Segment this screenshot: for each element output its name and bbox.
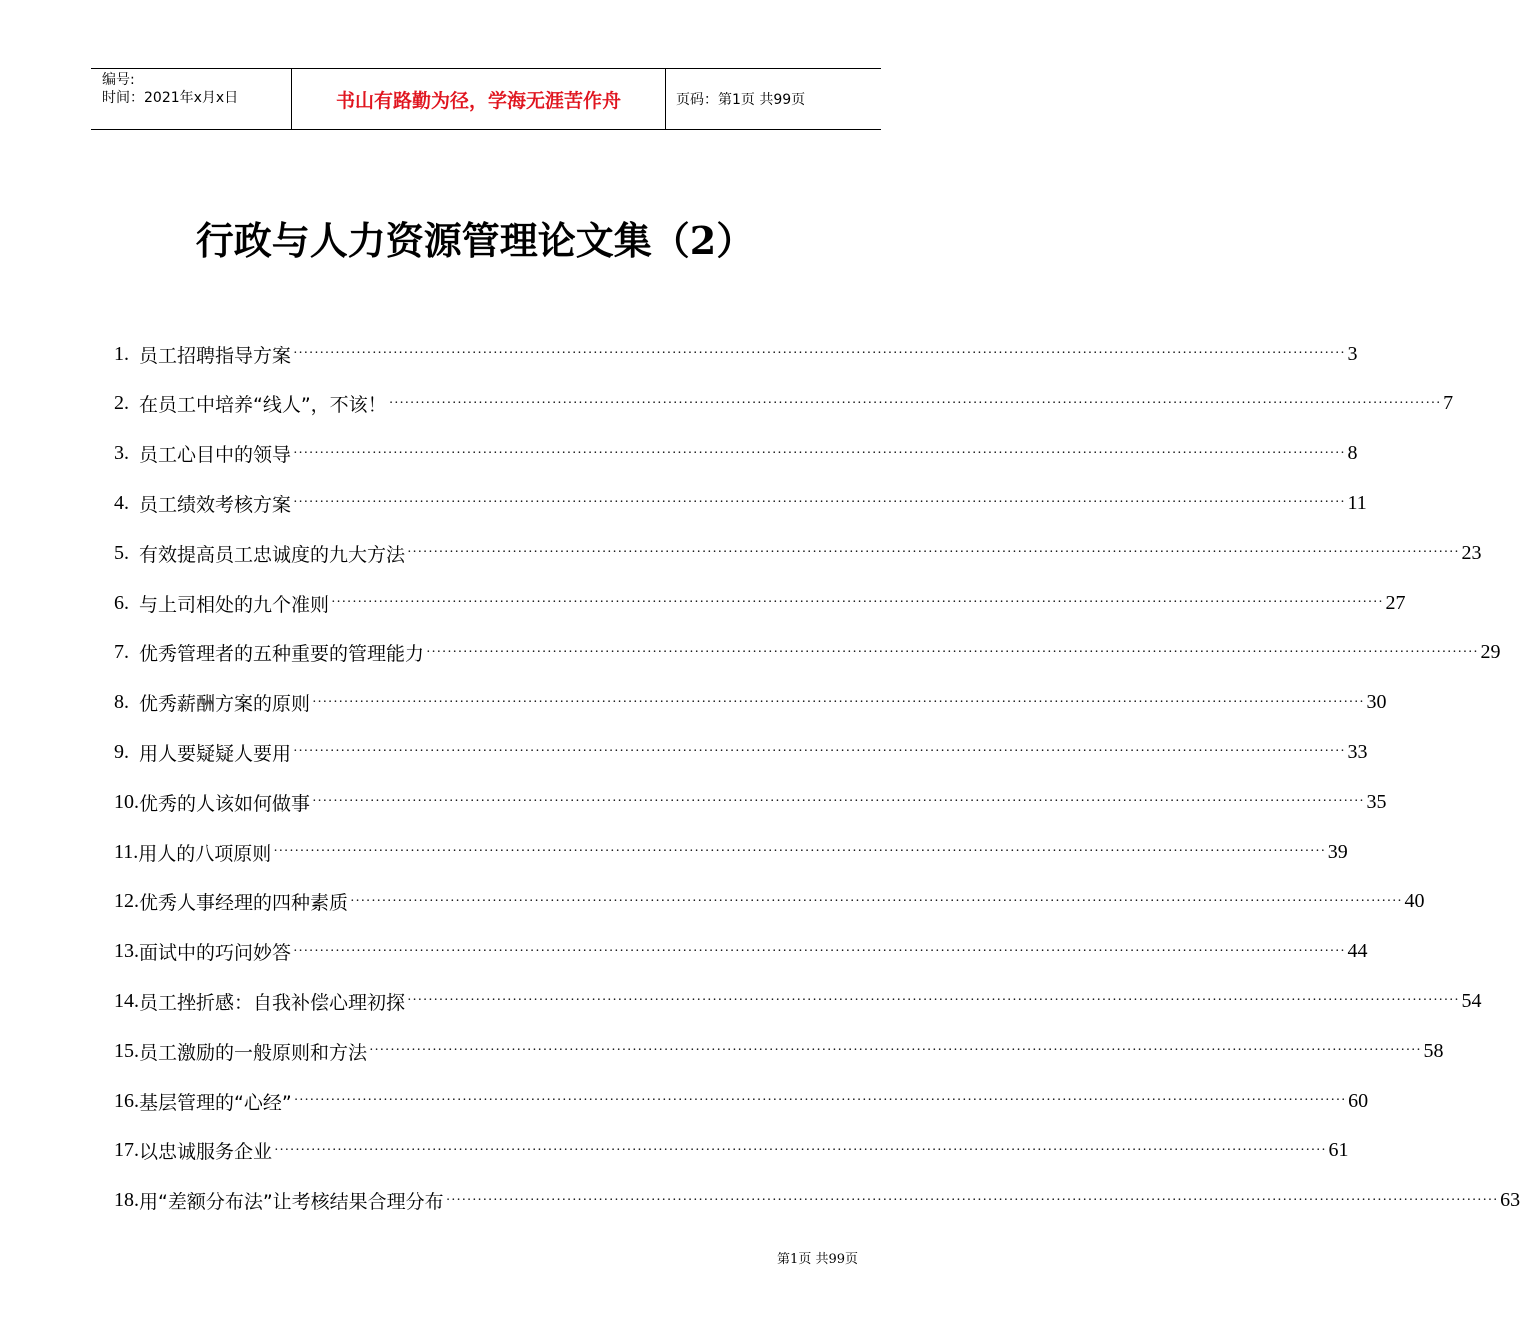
toc-entry-number: 12. (114, 890, 139, 913)
toc-entry-page: 60 (1348, 1089, 1369, 1112)
toc-entry-title: 基层管理的“心经” (139, 1091, 292, 1114)
toc-entry-page: 33 (1347, 740, 1368, 763)
toc-entry-title: 员工心目中的领导 (139, 444, 292, 467)
toc-entry-title: 用“差额分布法”让考核结果合理分布 (139, 1191, 444, 1214)
toc-entry-title: 在员工中培养“线人”，不该！ (139, 394, 387, 417)
toc-entry-title: 优秀的人该如何做事 (139, 792, 311, 815)
toc-entry-title: 面试中的巧问妙答 (139, 942, 292, 965)
toc-entry-title: 员工招聘指导方案 (139, 344, 292, 367)
toc-entry-number: 6. (114, 591, 129, 614)
toc-entry-page: 40 (1404, 890, 1425, 913)
toc-entry[interactable] (114, 882, 1425, 922)
toc-entry-number: 2. (114, 392, 129, 415)
toc-entry-page: 35 (1366, 790, 1387, 813)
toc-entry-page: 27 (1385, 591, 1406, 614)
toc-leader-dots: ········································································································································································································ (312, 694, 1365, 710)
toc-leader-dots: ········································································································································································································ (407, 993, 1460, 1009)
toc-entry-number: 14. (114, 989, 139, 1012)
toc-entry-title: 用人的八项原则 (138, 842, 272, 865)
toc-entry[interactable] (114, 1081, 1369, 1121)
toc-entry[interactable] (114, 533, 1482, 573)
toc-leader-dots: ········································································································································································································ (369, 1043, 1422, 1059)
toc-entry[interactable] (114, 384, 1454, 424)
toc-entry[interactable] (114, 334, 1358, 374)
toc-entry-title: 员工挫折感：自我补偿心理初探 (139, 991, 406, 1014)
page-header (91, 68, 881, 130)
toc-entry[interactable] (114, 1131, 1349, 1171)
page-footer: 第1页 共99页 (777, 1252, 858, 1267)
toc-entry-number: 4. (114, 491, 129, 514)
toc-entry[interactable] (114, 434, 1358, 474)
toc-entry-number: 5. (114, 541, 129, 564)
toc-leader-dots: ········································································································································································································ (312, 794, 1365, 810)
toc-leader-dots: ········································································································································································································ (293, 346, 1346, 361)
toc-entry-title: 用人要疑疑人要用 (139, 742, 292, 765)
toc-leader-dots: ········································································································································································································ (273, 844, 1326, 859)
toc-entry-page: 7 (1443, 392, 1454, 415)
toc-entry-number: 1. (114, 342, 129, 365)
toc-entry[interactable] (114, 832, 1348, 872)
toc-entry-number: 13. (114, 940, 139, 963)
toc-entry[interactable] (114, 1031, 1444, 1071)
toc-entry-title: 员工激励的一般原则和方法 (139, 1041, 368, 1064)
toc-entry-page: 44 (1347, 940, 1368, 963)
toc-entry-title: 与上司相处的九个准则 (139, 593, 330, 616)
toc-entry-number: 10. (114, 790, 139, 813)
toc-entry-number: 18. (114, 1189, 139, 1212)
toc-leader-dots: ········································································································································································································ (293, 744, 1346, 760)
toc-entry[interactable] (114, 633, 1501, 673)
toc-entry-number: 8. (114, 691, 129, 714)
toc-entry-title: 优秀人事经理的四种素质 (139, 892, 349, 915)
toc-entry-number: 11. (114, 840, 139, 863)
toc-entry-page: 8 (1347, 442, 1358, 465)
toc-entry[interactable] (114, 981, 1482, 1021)
toc-entry-number: 15. (114, 1039, 139, 1062)
toc-entry[interactable] (114, 782, 1387, 822)
toc-entry-number: 9. (114, 740, 129, 763)
toc-entry[interactable] (114, 1181, 1520, 1221)
toc-leader-dots: ········································································································································································································ (426, 644, 1479, 660)
toc-leader-dots: ········································································································································································································ (350, 893, 1403, 909)
toc-leader-dots: ········································································································································································································ (274, 1142, 1327, 1158)
header-page-label: 页码：第1页 共99页 (676, 92, 806, 108)
header-motto: 书山有路勤为径，学海无涯苦作舟 (292, 69, 666, 129)
toc-entry-page: 11 (1347, 491, 1367, 514)
toc-leader-dots: ········································································································································································································ (445, 1192, 1499, 1208)
toc-entry[interactable] (114, 932, 1368, 972)
toc-entry-page: 23 (1461, 541, 1482, 564)
toc-leader-dots: ········································································································································································································ (293, 943, 1346, 959)
toc-entry-page: 63 (1500, 1189, 1520, 1212)
toc-leader-dots: ········································································································································································································ (293, 445, 1346, 461)
toc-entry-title: 优秀薪酬方案的原则 (139, 693, 311, 716)
header-meta (91, 69, 292, 129)
toc-entry-number: 16. (114, 1089, 139, 1112)
toc-entry[interactable] (114, 583, 1406, 623)
toc-leader-dots: ········································································································································································································ (388, 395, 1442, 411)
toc-entry-page: 39 (1327, 840, 1348, 863)
toc-entry-number: 7. (114, 641, 129, 664)
toc-entry[interactable] (114, 483, 1367, 523)
toc-entry-title: 以忠诚服务企业 (139, 1141, 273, 1164)
toc-leader-dots: ········································································································································································································ (407, 545, 1460, 561)
toc-entry-page: 29 (1480, 641, 1501, 664)
toc-entry-title: 员工绩效考核方案 (139, 493, 292, 516)
toc-entry[interactable] (114, 732, 1368, 772)
toc-entry-page: 58 (1423, 1039, 1444, 1062)
toc-leader-dots: ········································································································································································································ (293, 495, 1346, 511)
toc-entry-number: 3. (114, 442, 129, 465)
toc-entry-number: 17. (114, 1139, 139, 1162)
toc-entry-page: 3 (1347, 342, 1358, 365)
toc-entry-page: 61 (1328, 1139, 1349, 1162)
code-label: 编号: (102, 72, 135, 88)
toc-leader-dots: ········································································································································································································ (331, 595, 1384, 610)
toc-entry-title: 有效提高员工忠诚度的九大方法 (139, 543, 406, 566)
document-title: 行政与人力资源管理论文集（2） (195, 218, 755, 263)
toc-leader-dots: ········································································································································································································ (293, 1093, 1347, 1108)
toc-entry-title: 优秀管理者的五种重要的管理能力 (139, 643, 425, 666)
toc-entry[interactable] (114, 683, 1387, 723)
toc-entry-page: 30 (1366, 691, 1387, 714)
time-label: 时间：2021年x月x日 (102, 90, 239, 106)
toc-entry-page: 54 (1461, 989, 1482, 1012)
